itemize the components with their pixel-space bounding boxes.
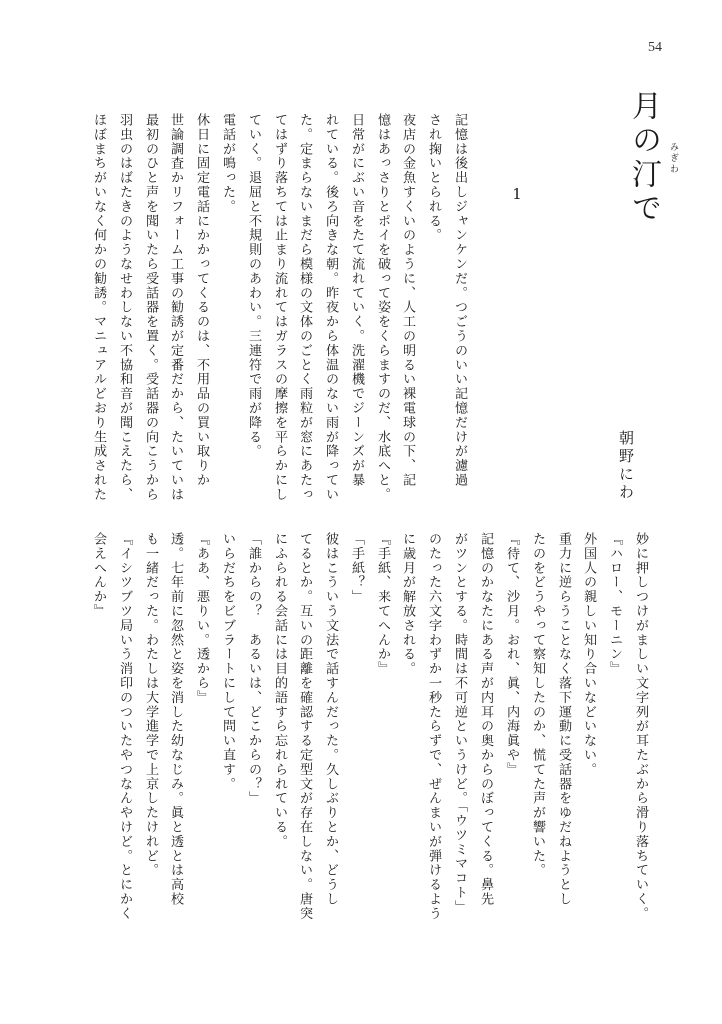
text-column: 電話が鳴った。 bbox=[220, 113, 235, 214]
text-column: 憶はあっさりとポイを破って姿をくらますのだ、水底へと。 bbox=[375, 113, 390, 502]
text-column: 会えへんか』 bbox=[91, 532, 106, 619]
text-column: のたった六文字わずか一秒たらずで、ぜんまいが弾けるよう bbox=[426, 532, 441, 921]
text-column: 羽虫のはばたきのようなせわしない不協和音が聞こえたら、 bbox=[117, 113, 132, 502]
text-column: ほぼまちがいなく何かの勧誘。マニュアルどおり生成された bbox=[91, 113, 106, 502]
author-name: 朝野にわ bbox=[617, 430, 635, 502]
text-column: 妙に押しつけがましい文字列が耳たぶから滑り落ちていく。 bbox=[633, 532, 648, 921]
text-column: 『ハロー、モーニン』 bbox=[607, 532, 622, 676]
text-column: 彼はこういう文法で話すんだった。久しぶりとか、どうし bbox=[323, 532, 338, 907]
text-column: 重力に逆らうことなく落下運動に受話器をゆだねようとし bbox=[556, 532, 571, 907]
text-column: がツンとする。時間は不可逆というけど。「ウツミマコト」 bbox=[452, 532, 467, 915]
text-column: ていく。退屈と不規則のあわい。三連符で雨が降る。 bbox=[246, 113, 261, 459]
text-column: 最初のひと声を聞いたら受話器を置く。受話器の向こうから bbox=[143, 113, 158, 502]
text-column: たのをどうやって察知したのか、慌てた声が響いた。 bbox=[530, 532, 545, 878]
text-column: 外国人の親しい知り合いなどいない。 bbox=[581, 532, 596, 777]
text-column: れている。後ろ向きな朝。昨夜から体温のない雨が降ってい bbox=[323, 113, 338, 502]
text-column: 透。七年前に忽然と姿を消した幼なじみ。眞と透とは高校 bbox=[168, 532, 183, 907]
text-column: 休日に固定電話にかかってくるのは、不用品の買い取りか bbox=[194, 113, 209, 488]
text-column: 世論調査かリフォーム工事の勧誘が定番だから、たいていは bbox=[168, 113, 183, 502]
text-column: 『イシツブツ局いう消印のついたやつなんやけど。とにかく bbox=[117, 532, 132, 921]
text-column: 記憶は後出しジャンケンだ。つごうのいい記憶だけが濾過 bbox=[452, 113, 467, 488]
text-column: 「手紙？」 bbox=[349, 532, 364, 604]
story-title: 月の汀で bbox=[626, 90, 661, 226]
text-column: てはずり落ちては止まり流れてはガラスの摩擦を平らかにし bbox=[272, 113, 287, 502]
section-number: 1 bbox=[508, 185, 526, 203]
page-number: 54 bbox=[648, 40, 662, 55]
text-column: に歳月が解放される。 bbox=[400, 532, 415, 676]
text-column: され掬いとられる。 bbox=[426, 113, 441, 243]
text-column: 日常がにぶい音をたて流れていく。洗濯機でジーンズが暴 bbox=[349, 113, 364, 488]
title-ruby-reading: みぎわ bbox=[668, 142, 678, 175]
text-column: 『手紙、来てへんか』 bbox=[375, 532, 390, 676]
text-column: た。定まらないまだら模様の文体のごとく雨粒が窓にあたっ bbox=[297, 113, 312, 502]
text-column: てるとか。互いの距離を確認する定型文が存在しない。唐突 bbox=[297, 532, 312, 921]
text-column: いらだちをビブラートにして問い直す。 bbox=[220, 532, 235, 792]
text-column: にふられる会話には目的語すら忘れられている。 bbox=[272, 532, 287, 849]
text-column: 夜店の金魚すくいのように、人工の明るい裸電球の下、記 bbox=[400, 113, 415, 488]
text-column: 記憶のかなたにある声が内耳の奥からのぼってくる。鼻先 bbox=[478, 532, 493, 907]
text-column: 『ああ、悪りい。透から』 bbox=[194, 532, 209, 705]
text-column: 「誰からの？ あるいは、どこからの？」 bbox=[246, 532, 261, 806]
text-column: 『待て、沙月。おれ、眞、内海眞や』 bbox=[504, 532, 519, 777]
text-column: も一緒だった。わたしは大学進学で上京したけれど。 bbox=[143, 532, 158, 878]
